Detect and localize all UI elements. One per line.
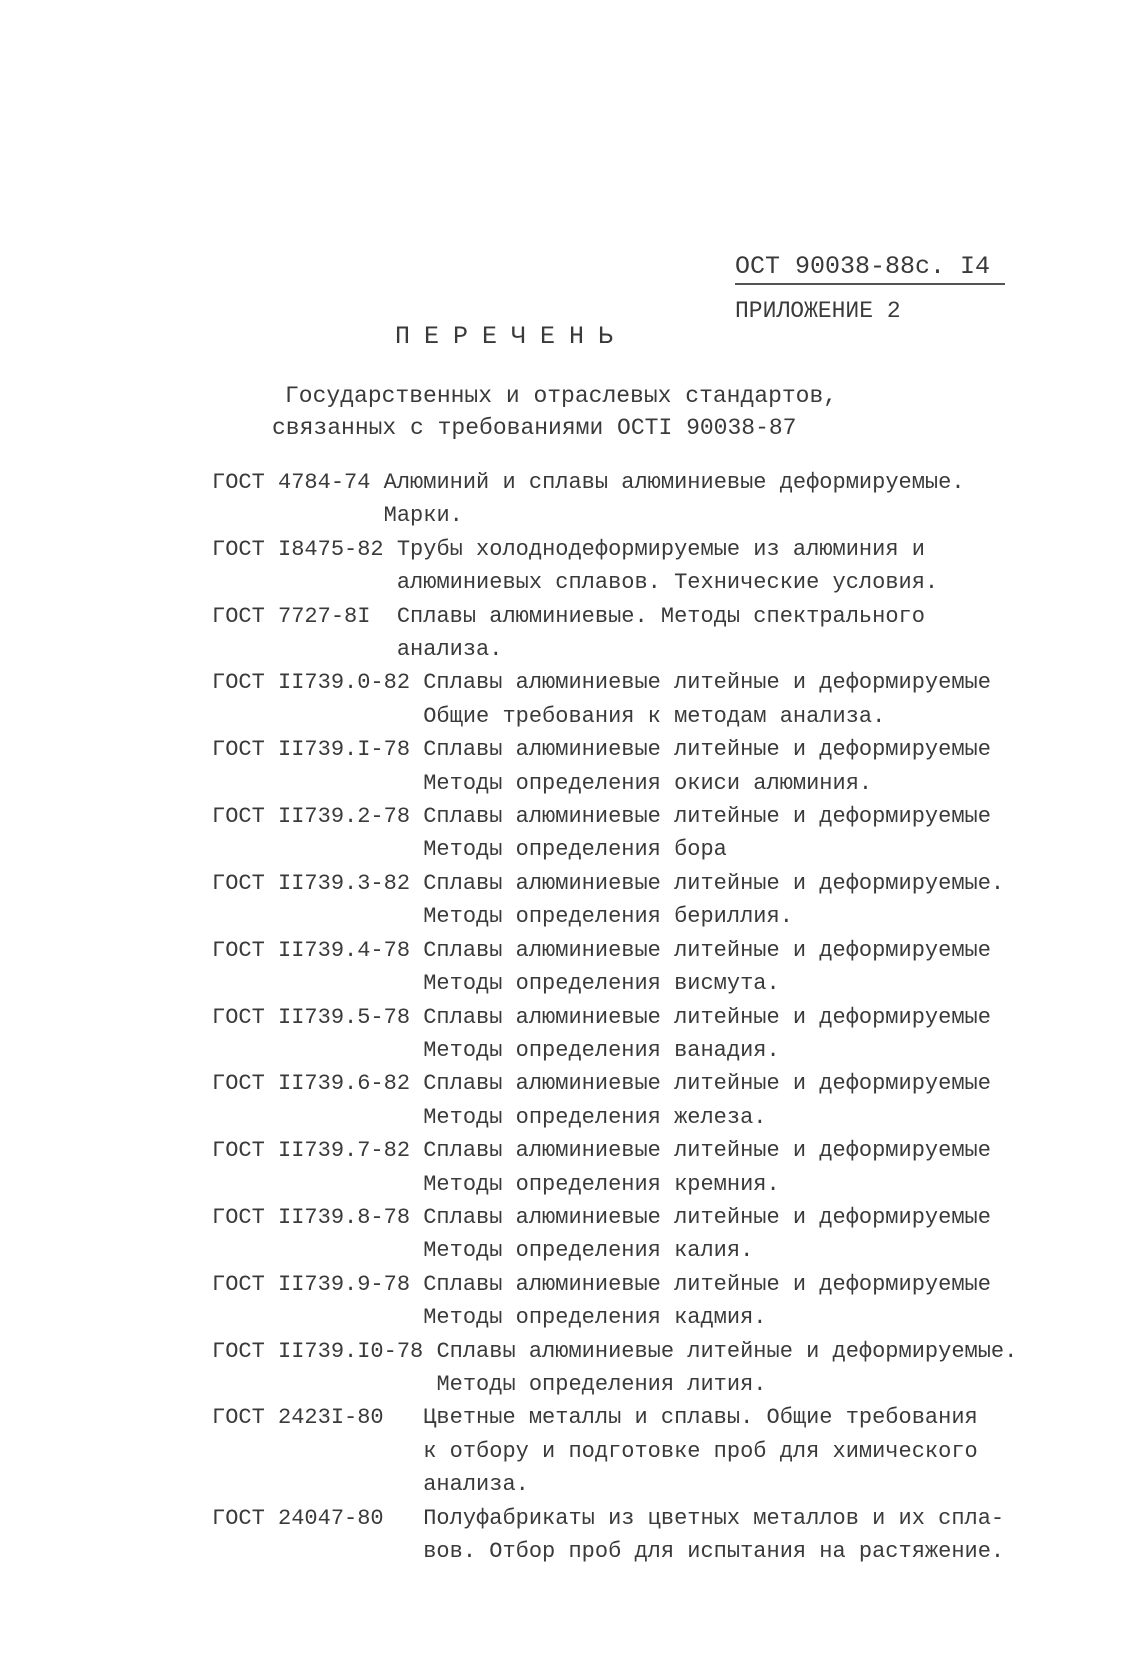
description-line: Сплавы алюминиевые литейные и деформируемые (423, 1071, 991, 1097)
standard-code: ГОСТ II739.8-78 (212, 1204, 424, 1230)
standard-entry (212, 466, 1062, 533)
standard-entry (212, 1268, 1062, 1335)
standard-code: ГОСТ II739.2-78 (212, 804, 424, 830)
description-line: Сплавы алюминиевые литейные и деформируемые. (436, 1338, 1018, 1364)
standard-description (423, 1401, 978, 1501)
standard-code: ГОСТ II739.6-82 (212, 1071, 424, 1097)
standard-description (423, 666, 991, 733)
description-line: Полуфабрикаты из цветных металлов и их спла- (423, 1505, 1005, 1531)
standard-code: ГОСТ II739.4-78 (212, 937, 424, 963)
standard-description (423, 800, 991, 867)
standard-code: ГОСТ 2423I-80 (212, 1405, 424, 1431)
description-line: Методы определения бора (423, 837, 727, 863)
standard-description (423, 1134, 991, 1201)
standard-code: ГОСТ 24047-80 (212, 1505, 424, 1531)
standard-entry (212, 533, 1062, 600)
standard-description (397, 533, 938, 600)
standard-entry (212, 1335, 1062, 1402)
standard-entry (212, 867, 1062, 934)
standard-entry (212, 666, 1062, 733)
standard-entry (212, 1401, 1062, 1501)
standard-entry (212, 600, 1062, 667)
standard-code: ГОСТ II739.3-82 (212, 870, 424, 896)
description-line: Сплавы алюминиевые литейные и деформируемые (423, 937, 991, 963)
standard-description (423, 1067, 991, 1134)
description-line: Сплавы алюминиевые литейные и деформируемые (423, 1138, 991, 1164)
standard-code: ГОСТ II739.7-82 (212, 1138, 424, 1164)
description-line: Методы определения бериллия. (423, 904, 793, 930)
standard-entry (212, 1001, 1062, 1068)
description-line: к отбору и подготовке проб для химического (423, 1438, 978, 1464)
description-line: Сплавы алюминиевые литейные и деформируемые (423, 670, 991, 696)
standard-entry (212, 934, 1062, 1001)
description-line: Сплавы алюминиевые литейные и деформируемые (423, 1271, 991, 1297)
standard-code: ГОСТ II739.I0-78 (212, 1338, 437, 1364)
description-line: Методы определения кадмия. (423, 1305, 767, 1331)
standard-code: ГОСТ 7727-8I (212, 603, 397, 629)
description-line: анализа. (396, 637, 503, 663)
standard-code: ГОСТ 4784-74 (212, 470, 384, 495)
standard-description (384, 466, 965, 533)
standard-entry (212, 1201, 1062, 1268)
standard-entry (212, 733, 1062, 800)
description-line: Цветные металлы и сплавы. Общие требования (423, 1405, 978, 1431)
description-line: Методы определения кремния. (423, 1171, 780, 1197)
description-line: алюминиевых сплавов. Технические условия. (396, 570, 939, 596)
standard-entry (212, 1502, 1062, 1569)
description-line: Методы определения висмута. (423, 971, 780, 997)
standard-description (423, 867, 1004, 934)
standard-entry (212, 1134, 1062, 1201)
description-line: Общие требования к методам анализа. (423, 703, 886, 729)
subtitle-line-1: Государственных и отраслевых стандартов, (285, 383, 838, 409)
description-line: анализа. (423, 1472, 529, 1498)
description-line: Алюминий и сплавы алюминиевые деформируемые. (383, 470, 965, 495)
standard-code: ГОСТ II739.5-78 (212, 1004, 424, 1030)
page-title: ПЕРЕЧЕНЬ (395, 322, 628, 351)
description-line: Методы определения лития. (436, 1371, 767, 1397)
standard-description (423, 1001, 991, 1068)
standard-description (423, 1201, 991, 1268)
standard-code: ГОСТ II739.0-82 (212, 670, 424, 696)
description-line: Сплавы алюминиевые литейные и деформируемые (423, 1004, 991, 1030)
standard-description (436, 1335, 1017, 1402)
standard-description (423, 1502, 1004, 1569)
standard-code: ГОСТ I8475-82 (212, 536, 397, 562)
document-code-header: ОСТ 90038-88с. I4 (735, 252, 1005, 285)
description-line: Методы определения ванадия. (423, 1037, 780, 1063)
standard-entry (212, 1067, 1062, 1134)
description-line: Методы определения калия. (423, 1238, 754, 1264)
description-line: Трубы холоднодеформируемые из алюминия и (396, 536, 925, 562)
subtitle-line-2: связанных с требованиями ОСТI 90038-87 (272, 415, 797, 441)
description-line: вов. Отбор проб для испытания на растяжение. (423, 1539, 1005, 1564)
standard-entry (212, 800, 1062, 867)
description-line: Сплавы алюминиевые. Методы спектрального (396, 603, 925, 629)
description-line: Сплавы алюминиевые литейные и деформируемые (423, 737, 991, 763)
standard-description (423, 934, 991, 1001)
description-line: Марки. (383, 503, 463, 529)
standard-code: ГОСТ II739.9-78 (212, 1271, 424, 1297)
standards-list (212, 466, 1062, 1568)
description-line: Методы определения окиси алюминия. (423, 770, 873, 796)
standard-description (423, 733, 991, 800)
standard-description (423, 1268, 991, 1335)
description-line: Сплавы алюминиевые литейные и деформируемые (423, 804, 991, 830)
description-line: Методы определения железа. (423, 1104, 767, 1130)
standard-description (397, 600, 925, 667)
appendix-label: ПРИЛОЖЕНИЕ 2 (735, 298, 901, 324)
standard-code: ГОСТ II739.I-78 (212, 737, 424, 763)
description-line: Сплавы алюминиевые литейные и деформируемые (423, 1204, 991, 1230)
description-line: Сплавы алюминиевые литейные и деформируемые. (423, 870, 1005, 896)
